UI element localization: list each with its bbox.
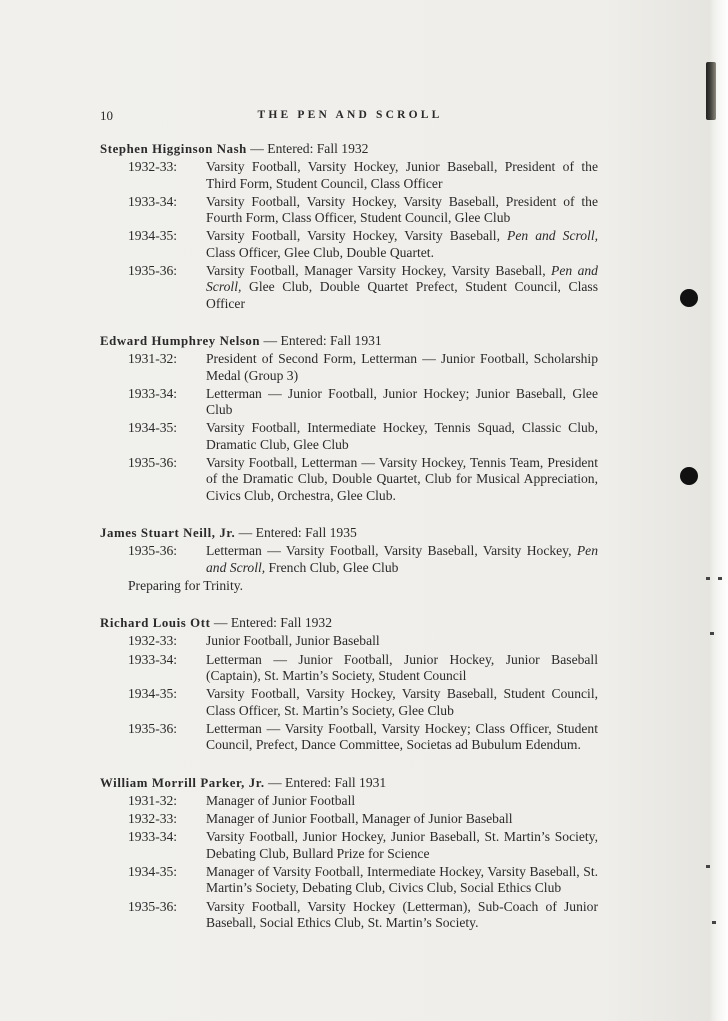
year-record: [100, 633, 598, 649]
school-year: 1932-33:: [128, 633, 178, 649]
entered-date: — Entered: Fall 1931: [260, 332, 382, 348]
entered-date: — Entered: Fall 1931: [264, 774, 387, 790]
year-record: [100, 899, 598, 932]
edge-mark: [706, 865, 710, 868]
school-year: 1935-36:: [128, 543, 178, 559]
school-year: 1933-34:: [128, 651, 178, 667]
student-name: Richard Louis Ott: [100, 616, 211, 631]
student-entry: [100, 525, 598, 594]
student-entry: [100, 141, 598, 312]
year-record: [100, 263, 598, 312]
activities-text: Junior Football, Junior Baseball: [206, 633, 380, 649]
school-year: 1934-35:: [128, 420, 178, 436]
activities-text: Varsity Football, Varsity Hockey, Varsity Baseball,: [206, 228, 508, 244]
activities-text: Glee Club, Double Quartet Prefect, Student Council, Class Officer: [206, 279, 598, 311]
year-record: [100, 420, 598, 453]
year-record: [100, 194, 598, 227]
year-record: [100, 864, 598, 897]
school-year: 1935-36:: [128, 720, 178, 736]
student-name: Edward Humphrey Nelson: [100, 333, 261, 348]
entries-list: [100, 141, 598, 952]
edge-mark: [706, 577, 710, 580]
year-record: [100, 721, 598, 754]
activities-text: Letterman — Junior Football, Junior Hockey; Junior Baseball, Glee Club: [206, 385, 598, 418]
school-year: 1934-35:: [128, 686, 178, 702]
activities-text: Varsity Football, Varsity Hockey, Junior Baseball, President of the Third Form, Student Council, Class Officer: [206, 159, 598, 191]
activities-text: Manager of Varsity Football, Intermediate Hockey, Varsity Baseball, St. Martin’s Society, Debating Club, Civics Club, Social Ethics Club: [206, 863, 598, 896]
entered-date: — Entered: Fall 1935: [235, 524, 357, 540]
activities-text: Varsity Football, Letterman — Varsity Hockey, Tennis Team, President of the Dramatic Club, Double Quartet, Club for Musical Appreciation, Civics Club, Orchestra, Glee Club.: [206, 455, 598, 503]
society-name: Pen and Scroll,: [206, 543, 598, 575]
year-record: [100, 793, 598, 809]
school-year: 1935-36:: [128, 455, 178, 471]
year-record: [100, 829, 598, 862]
entry-heading: [100, 141, 598, 157]
society-name: Pen and Scroll,: [507, 228, 599, 244]
school-year: 1934-35:: [128, 228, 178, 244]
college-note: Preparing for Trinity.: [128, 577, 244, 593]
student-name: William Morrill Parker, Jr.: [100, 775, 265, 790]
activities-text: Varsity Football, Manager Varsity Hockey, Varsity Baseball,: [206, 263, 552, 279]
entered-date: — Entered: Fall 1932: [246, 141, 369, 156]
year-record: [100, 159, 598, 192]
activities-text: Letterman — Junior Football, Junior Hockey, Junior Baseball (Captain), St. Martin’s Society, Student Council: [206, 651, 598, 684]
school-year: 1932-33:: [128, 159, 178, 175]
entry-heading: [100, 615, 598, 631]
school-year: 1931-32:: [128, 351, 178, 367]
school-year: 1934-35:: [128, 863, 178, 879]
year-record: [100, 686, 598, 719]
school-year: 1935-36:: [128, 898, 178, 914]
entered-date: — Entered: Fall 1932: [210, 615, 333, 631]
activities-text: Varsity Football, Junior Hockey, Junior Baseball, St. Martin’s Society, Debating Club, Bullard Prize for Science: [206, 829, 598, 861]
activities-text: Varsity Football, Varsity Hockey, Varsity Baseball, President of the Fourth Form, Class Officer, Student Council, Glee Club: [206, 193, 598, 226]
punch-hole-top: [680, 289, 698, 307]
activities-text: Letterman — Varsity Football, Varsity Hockey; Class Officer, Student Council, Prefect, Dance Committee, Societas ad Bubulum Edendum.: [206, 720, 598, 753]
running-title: THE PEN AND SCROLL: [257, 109, 443, 121]
punch-hole-bottom: [680, 467, 698, 485]
edge-mark: [710, 632, 714, 635]
year-record: [100, 543, 598, 576]
year-record: [100, 351, 598, 384]
entry-heading: [100, 525, 598, 541]
school-year: 1931-32:: [128, 792, 178, 808]
student-entry: [100, 775, 598, 932]
binding-shadow: [706, 62, 716, 120]
edge-mark: [718, 577, 722, 580]
entry-heading: [100, 775, 598, 791]
school-year: 1933-34:: [128, 193, 178, 209]
school-year: 1933-34:: [128, 385, 178, 401]
activities-text: Varsity Football, Varsity Hockey, Varsity Baseball, Student Council, Class Officer, St. Martin’s Society, Glee Club: [206, 686, 598, 718]
activities-text: Varsity Football, Varsity Hockey (Letterman), Sub-Coach of Junior Baseball, Social Ethics Club, St. Martin’s Society.: [206, 898, 598, 930]
student-entry: [100, 615, 598, 753]
school-year: 1932-33:: [128, 811, 178, 827]
running-header: [100, 108, 600, 124]
activities-text: Manager of Junior Football, Manager of Junior Baseball: [206, 811, 513, 827]
year-record: [100, 455, 598, 504]
activities-text: President of Second Form, Letterman — Junior Football, Scholarship Medal (Group 3): [206, 351, 598, 383]
school-year: 1935-36:: [128, 263, 178, 279]
activities-text: Letterman — Varsity Football, Varsity Baseball, Varsity Hockey,: [206, 543, 577, 559]
activities-text: Varsity Football, Intermediate Hockey, Tennis Squad, Classic Club, Dramatic Club, Glee Club: [206, 420, 598, 452]
edge-mark: [712, 921, 716, 924]
year-record: [100, 811, 598, 827]
entry-heading: [100, 333, 598, 349]
student-name: James Stuart Neill, Jr.: [100, 525, 236, 540]
page-number: 10: [100, 108, 113, 123]
activities-text: Manager of Junior Football: [206, 792, 356, 808]
year-record: [100, 228, 598, 261]
activities-text: Class Officer, Glee Club, Double Quartet.: [206, 244, 434, 260]
page-edge: [708, 0, 728, 1021]
student-entry: [100, 333, 598, 504]
year-record: [100, 652, 598, 685]
school-year: 1933-34:: [128, 829, 178, 845]
activities-text: French Club, Glee Club: [265, 559, 399, 575]
student-name: Stephen Higginson Nash: [100, 142, 247, 156]
year-record: [100, 386, 598, 419]
society-name: Pen and Scroll,: [206, 263, 598, 295]
